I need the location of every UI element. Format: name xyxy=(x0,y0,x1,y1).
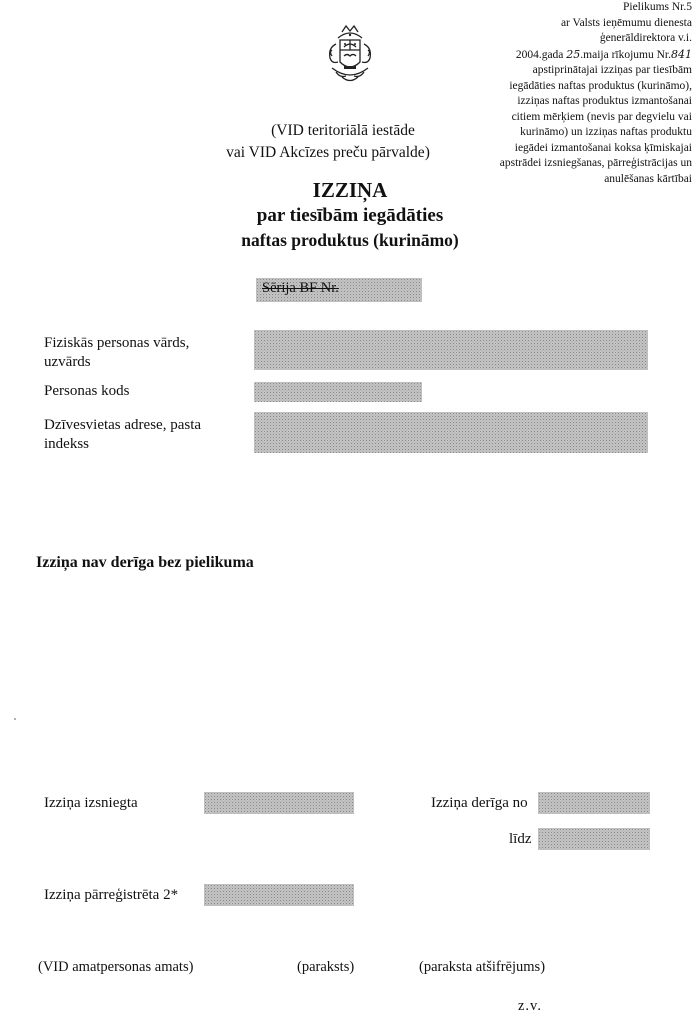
valid-from-field[interactable] xyxy=(538,792,650,814)
signature-decoding-label: (paraksta atšifrējums) xyxy=(419,959,546,975)
valid-from-label: Izziņa derīga no xyxy=(431,795,528,811)
appendix-line: iegādei izmantošanai koksa ķīmiskajai xyxy=(514,141,692,154)
issued-label: Izziņa izsniegta xyxy=(44,795,138,811)
document-title: IZZIŅA xyxy=(312,178,388,202)
appendix-line: izziņas naftas produktus izmantošanai xyxy=(517,95,692,107)
appendix-line: apstrādei izsniegšanas, pārreģistrācijas un xyxy=(499,157,692,169)
appendix-line: iegādāties naftas produktus (kurināmo), xyxy=(509,79,692,92)
scan-speck xyxy=(14,718,16,720)
name-field[interactable] xyxy=(254,330,648,370)
valid-until-label: līdz xyxy=(509,831,532,847)
appendix-line: ģenerāldirektora v.i. xyxy=(599,32,692,44)
issuing-authority xyxy=(226,120,438,164)
authority-line: vai VID Akcīzes preču pārvalde) xyxy=(226,144,430,161)
order-date-prefix: 2004.gada xyxy=(515,48,567,61)
document-subtitle: naftas produktus (kurināmo) xyxy=(241,230,459,250)
stamp-place-label: z.v. xyxy=(518,998,542,1014)
appendix-order-line xyxy=(392,47,692,64)
order-day-handwritten: 25 xyxy=(566,47,581,61)
address-field[interactable] xyxy=(254,412,648,453)
valid-until-field[interactable] xyxy=(538,828,650,850)
appendix-line: kurināmo) un izziņas naftas produktu xyxy=(520,126,692,138)
appendix-line: citiem mērķiem (nevis par degvielu vai xyxy=(511,110,692,123)
address-label: Dzīvesvietas adrese, pasta indekss xyxy=(44,417,202,452)
official-position-label: (VID amatpersonas amats) xyxy=(38,959,194,975)
appendix-line: apstiprinātajai izziņas par tiesībām xyxy=(532,64,692,76)
authority-line: (VID teritoriālā iestāde xyxy=(271,122,415,139)
appendix-line: ar Valsts ieņēmumu dienesta xyxy=(560,16,692,29)
signature-label: (paraksts) xyxy=(297,959,355,975)
order-date-middle: .maija rīkojumu Nr. xyxy=(580,48,671,61)
personal-code-field[interactable] xyxy=(254,382,422,402)
document-subtitle: par tiesībām iegādāties xyxy=(256,205,444,226)
issued-date-field[interactable] xyxy=(204,792,354,814)
order-number-handwritten: 841 xyxy=(671,47,692,61)
validity-notice: Izziņa nav derīga bez pielikuma xyxy=(36,554,254,571)
appendix-line: anulēšanas kārtībai xyxy=(604,172,692,185)
personal-code-label: Personas kods xyxy=(44,383,130,399)
appendix-line: Pielikums Nr.5 xyxy=(622,1,692,13)
coat-of-arms-icon xyxy=(320,22,380,90)
reregistered-label: Izziņa pārreģistrēta 2* xyxy=(44,887,179,903)
name-label: Fiziskās personas vārds, uzvārds xyxy=(44,335,190,370)
reregistered-date-field[interactable] xyxy=(204,884,354,906)
series-label: Sērija BF Nr. xyxy=(262,280,339,296)
